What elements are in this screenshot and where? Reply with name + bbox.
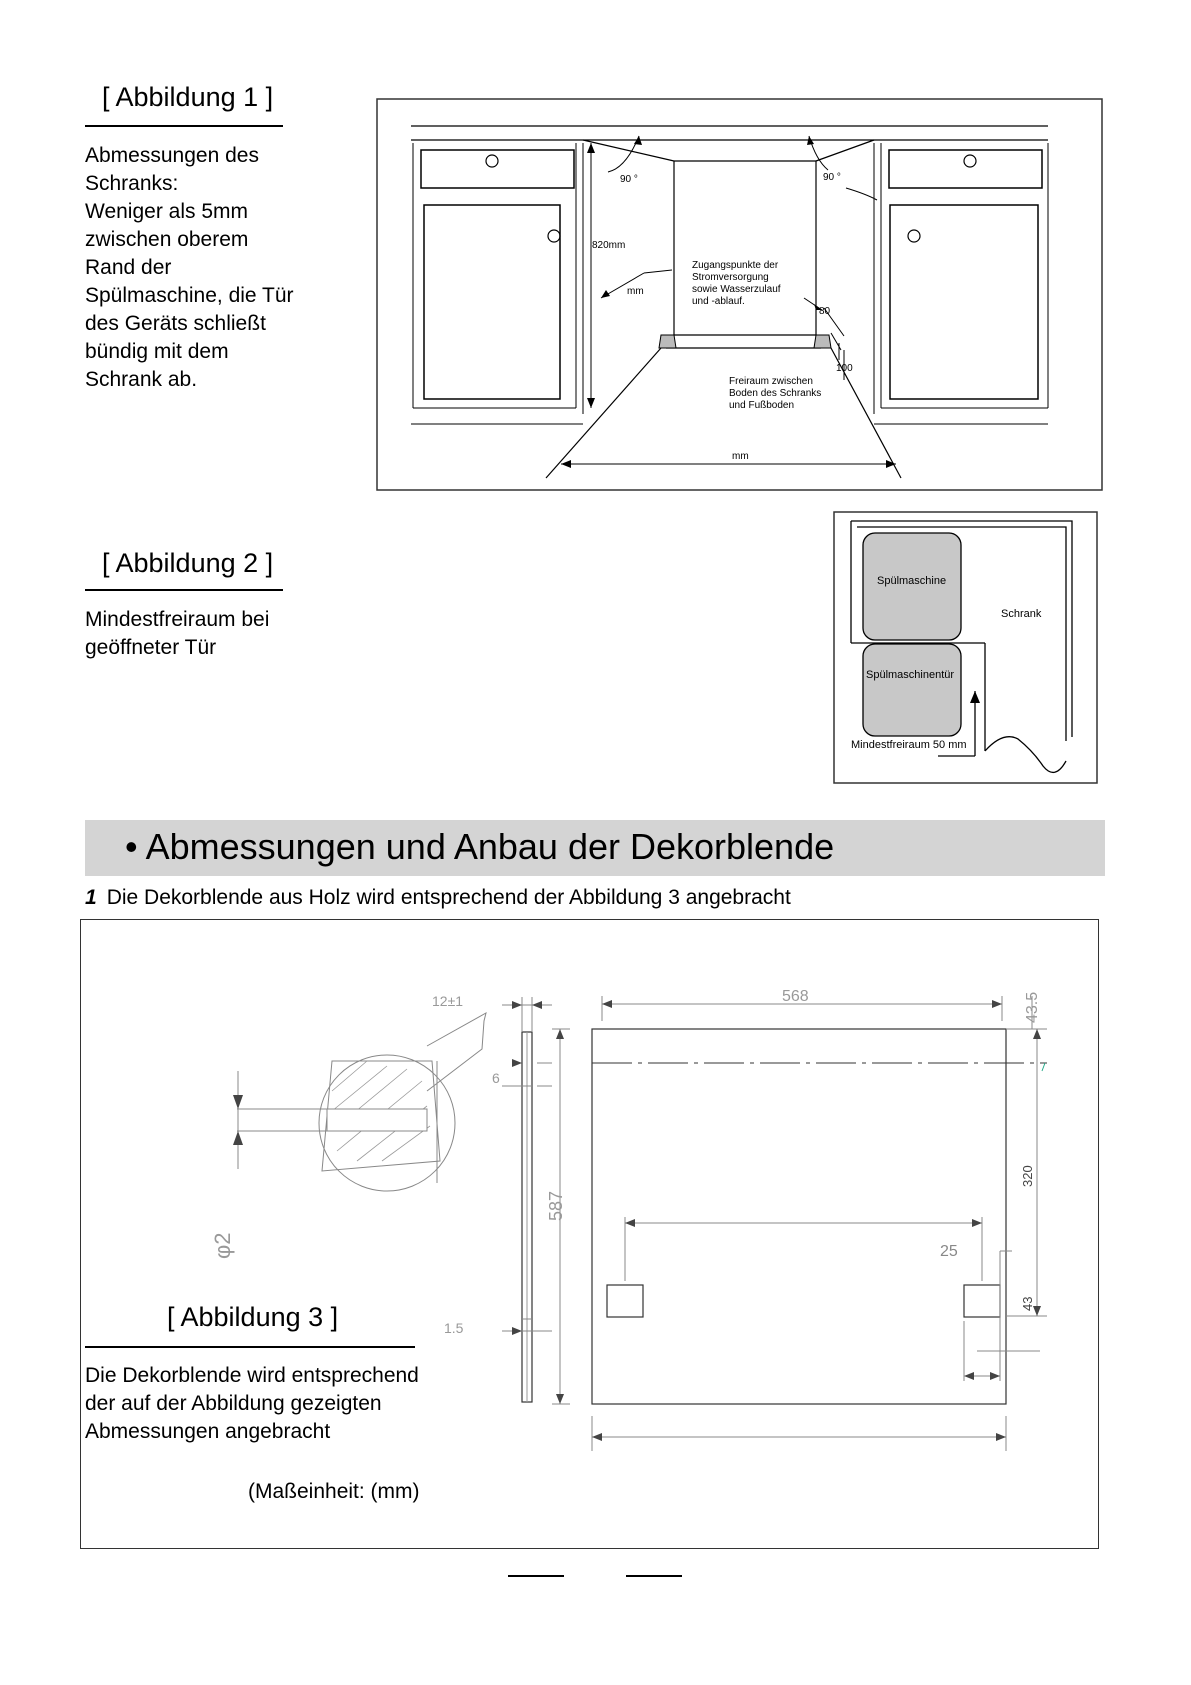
caption-line: Abmessungen des: [85, 144, 259, 167]
caption-line: Rand der: [85, 256, 172, 279]
caption-line: Schranks:: [85, 172, 179, 195]
floor-gap-line: und Fußboden: [729, 400, 795, 411]
section-title: • Abmessungen und Anbau der Dekorblende: [125, 826, 835, 867]
figure3-caption: [85, 1362, 425, 1446]
door-label: Spülmaschinentür: [866, 669, 955, 681]
caption-line: bündig mit dem: [85, 340, 229, 363]
caption-line: Spülmaschine, die Tür: [85, 284, 294, 307]
unit-note: (Maßeinheit: (mm): [248, 1480, 420, 1503]
dim-diameter-label: φ2: [210, 1232, 235, 1259]
caption-line: Die Dekorblende wird entsprechend: [85, 1364, 419, 1387]
dim-1-5-label: 1.5: [444, 1320, 464, 1336]
figure3-title-rule: [85, 1346, 415, 1348]
angle-left-label: 90 °: [620, 174, 638, 185]
figure2-caption: [85, 606, 305, 662]
cabinet-label: Schrank: [1001, 608, 1042, 620]
dishwasher-label: Spülmaschine: [877, 575, 947, 587]
access-points-line: und -ablauf.: [692, 296, 745, 307]
floor-gap-line: Boden des Schranks: [729, 388, 822, 399]
dim-568-label: 568: [782, 988, 809, 1005]
dim-43-label: 43: [1020, 1296, 1035, 1311]
dim-25-label: 25: [940, 1243, 958, 1260]
access-points-line: Stromversorgung: [692, 272, 769, 283]
footer-rule-right: [626, 1575, 682, 1577]
figure2-title-rule: [85, 589, 283, 591]
min-clearance-label: Mindestfreiraum 50 mm: [851, 739, 967, 751]
caption-line: der auf der Abbildung gezeigten: [85, 1392, 382, 1415]
step-number: 1: [85, 886, 97, 909]
figure1-diagram: [376, 98, 1103, 491]
caption-line: zwischen oberem: [85, 228, 249, 251]
access-points-line: Zugangspunkte der: [692, 260, 779, 271]
caption-line: des Geräts schließt: [85, 312, 266, 335]
figure2-diagram: [833, 511, 1098, 784]
dim-43-5-label: 43.5: [1024, 991, 1041, 1023]
dim-80-label: 80: [819, 306, 831, 317]
height-label: 820mm: [592, 240, 626, 251]
mm-bottom-label: mm: [732, 451, 749, 462]
angle-right-label: 90 °: [823, 172, 841, 183]
step-instruction: [85, 886, 791, 910]
dim-thickness-label: 12±1: [432, 993, 464, 1009]
caption-line: Schrank ab.: [85, 368, 198, 391]
mm-side-label: mm: [627, 286, 644, 297]
caption-line: geöffneter Tür: [85, 636, 217, 659]
dim-587-label: 587: [546, 1190, 566, 1221]
figure3-title: [ Abbildung 3 ]: [167, 1302, 339, 1332]
caption-line: Mindestfreiraum bei: [85, 608, 270, 631]
floor-gap-line: Freiraum zwischen: [729, 376, 813, 387]
figure3-drawing: [82, 921, 1097, 1547]
footer-rule-left: [508, 1575, 564, 1577]
access-points-line: sowie Wasserzulauf: [692, 284, 781, 295]
figure2-title: [ Abbildung 2 ]: [102, 548, 274, 578]
figure1-caption: [85, 142, 295, 394]
dim-6-label: 6: [492, 1070, 500, 1086]
caption-line: Abmessungen angebracht: [85, 1420, 331, 1443]
dim-320-label: 320: [1020, 1165, 1035, 1187]
step-text: Die Dekorblende aus Holz wird entsprechend der Abbildung 3 angebracht: [106, 886, 791, 909]
caption-line: Weniger als 5mm: [85, 200, 248, 223]
figure1-title-rule: [85, 125, 283, 127]
section-header: [85, 820, 1105, 876]
figure1-title: [ Abbildung 1 ]: [102, 82, 274, 112]
dim-100-label: 100: [836, 363, 853, 374]
